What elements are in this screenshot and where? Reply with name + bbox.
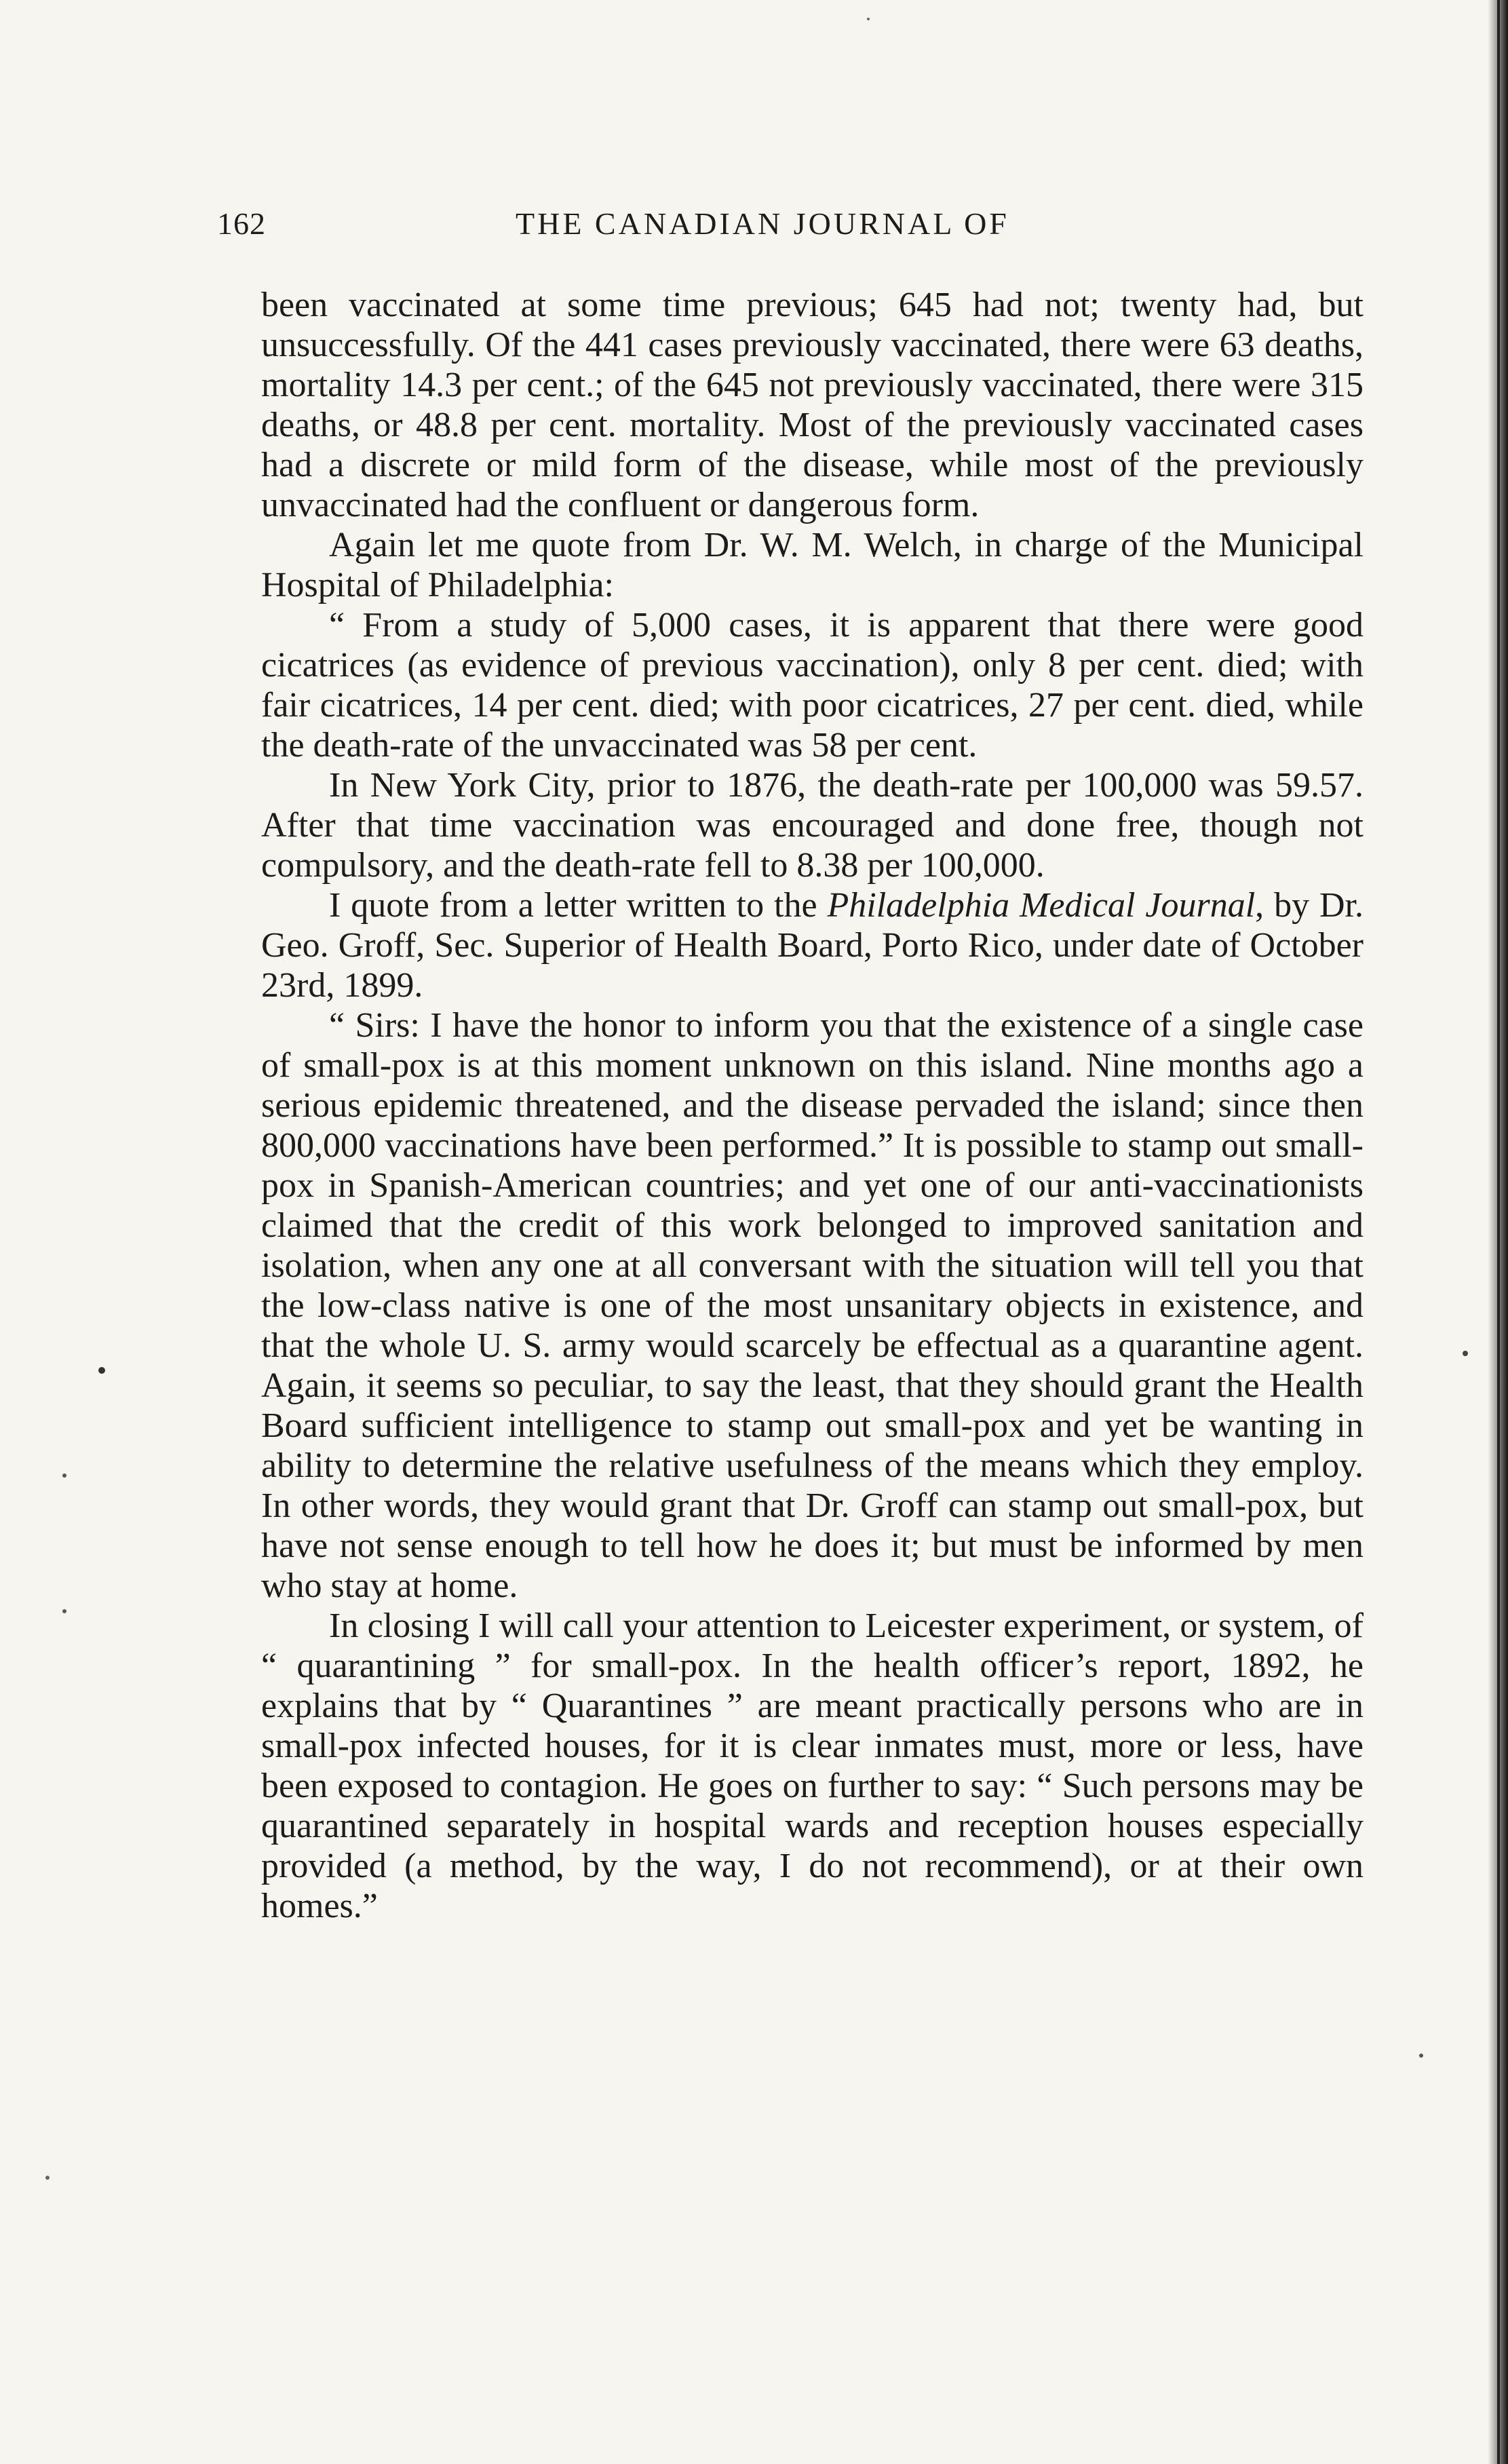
scan-speck — [62, 1474, 66, 1478]
paragraph-welch-quote: “ From a study of 5,000 cases, it is apparent that there were good cicatrices (as evidence of previous vaccination), only 8 per cent. died; with fair cicatrices, 14 per cent. died; with poor cicatrices, 27 per cent. died, while the death-rate of the unvaccinated was 58 per cent. — [261, 606, 1364, 765]
paragraph-groff-letter-before: I quote from a letter written to the — [329, 886, 828, 925]
binding-edge — [1497, 0, 1500, 2464]
paragraph-sirs-quote: “ Sirs: I have the honor to inform you that the existence of a single case of small-pox is at this moment unknown on this island. Nine months ago a serious epidemic threatened, and the disease pervaded the island; since then 800,000 vaccinations have been performed.” It is possible to stamp out small-pox in Spanish-American countries; and yet one of our anti-vaccinationists claimed that the credit of this work belonged to improved sanitation and isolation, when any one at all conversant with the situation will tell you that the low-class native is one of the most unsanitary objects in existence, and that the whole U. S. army would scarcely be effectual as a quarantine agent. Again, it seems so peculiar, to say the least, that they should grant the Health Board sufficient intelligence to stamp out small-pox and yet be wanting in ability to determine the relative usefulness of the means which they employ. In other words, they would grant that Dr. Groff can stamp out small-pox, but have not sense enough to tell how he does it; but must be informed by men who stay at home. — [261, 1006, 1364, 1605]
paragraph-leicester: In closing I will call your attention to Leicester experiment, or system, of “ quarantining ” for small-pox. In the health officer’s report, 1892, he explains that by “ Quarantines ” are meant practically persons who are in small-pox infected houses, for it is clear inmates must, more or less, have been exposed to contagion. He goes on further to say: “ Such persons may be quarantined separately in hospital wards and reception houses especially provided (a method, by the way, I do not recommend), or at their own homes.” — [261, 1606, 1364, 1925]
paragraph-welch-intro: Again let me quote from Dr. W. M. Welch, in charge of the Municipal Hospital of Philadelphia: — [261, 526, 1364, 604]
scan-speck — [62, 1609, 66, 1613]
scan-speck — [45, 2176, 50, 2180]
paragraph-new-york: In New York City, prior to 1876, the death-rate per 100,000 was 59.57. After that time vaccination was encouraged and done free, though not compulsory, and the death-rate fell to 8.38 per 100,000. — [261, 766, 1364, 885]
journal-title-italic: Philadelphia Medical Journal — [827, 886, 1256, 925]
page-number: 162 — [217, 206, 266, 241]
scan-speck — [1463, 1351, 1468, 1356]
scan-speck — [98, 1367, 105, 1374]
paragraph-groff-letter-after: , by Dr. Geo. Groff, Sec. Superior of Health Board, Porto Rico, under date of October 23rd, 1899. — [261, 886, 1364, 1005]
scan-speck — [867, 18, 870, 20]
running-title: THE CANADIAN JOURNAL OF — [516, 206, 1009, 241]
paragraph-vaccination-stats: been vaccinated at some time previous; 645 had not; twenty had, but unsuccessfully. Of the 441 cases previously vaccinated, there were 63 deaths, mortality 14.3 per cent.; of the 645 not previously vaccinated, there were 315 deaths, or 48.8 per cent. mortality. Most of the previously vaccinated cases had a discrete or mild form of the disease, while most of the previously unvaccinated had the confluent or dangerous form. — [261, 286, 1364, 524]
scan-speck — [1419, 2054, 1423, 2058]
